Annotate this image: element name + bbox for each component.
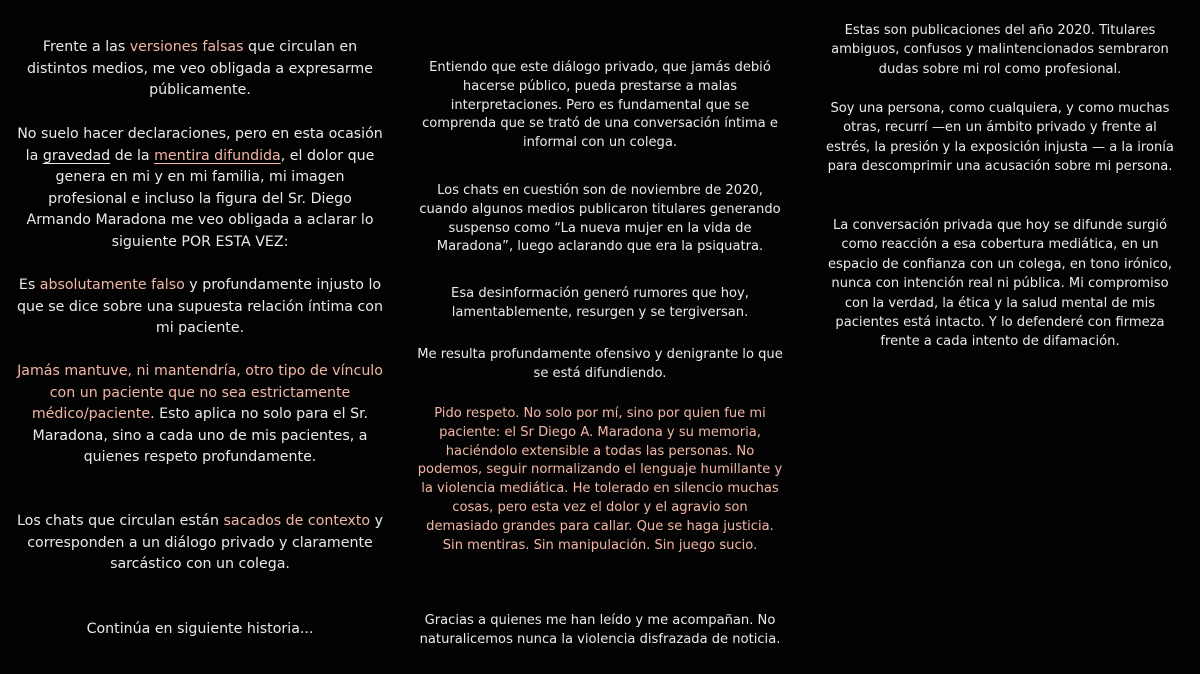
- denial-paragraph: [16, 275, 384, 340]
- intro-paragraph: [16, 37, 384, 102]
- chat-dates-paragraph: [416, 182, 784, 257]
- story-panel-1: [0, 0, 400, 674]
- body-text: Me resulta profundamente ofensivo y denigrante lo que se está difundiendo.: [417, 347, 783, 381]
- body-text: Es: [18, 277, 40, 293]
- highlighted-text: Que se haga justicia. Sin mentiras. Sin manipulación. Sin juego sucio.: [442, 518, 774, 553]
- body-text: y profundamente injusto lo que se dice sobre una supuesta relación íntima con mi paciente.: [17, 277, 383, 336]
- body-text: que circulan en distintos medios, me veo obligada a expresarme públicamente.: [27, 39, 373, 98]
- respect-paragraph: [416, 405, 784, 555]
- body-text: Continúa en siguiente historia...: [86, 621, 314, 637]
- reaction-paragraph: [822, 216, 1178, 352]
- body-text: La conversación privada que hoy se difunde surgió como reacción a esa cobertura mediática, en un espacio de confianza con un colega, en tono irónico, nunca con intención real ni pública. Mi compromiso con la verdad, la ética y la salud mental de mis pacientes está intacto. Y lo defenderé con firmeza frente a cada intento de difamación.: [827, 218, 1173, 350]
- body-text: Los chats que circulan están: [17, 513, 224, 529]
- chats-paragraph: [16, 511, 384, 576]
- highlighted-text: mentira difundida: [154, 147, 281, 164]
- declaration-paragraph: [16, 124, 384, 253]
- story-panel-3: [800, 0, 1200, 674]
- body-text: . Esto aplica no solo para el Sr. Maradona, sino a cada uno de mis pacientes, a quienes respeto profundamente.: [32, 406, 369, 465]
- person-paragraph: [822, 99, 1178, 177]
- never-paragraph: [16, 361, 384, 469]
- body-text: Gracias a quienes me han leído y me acompañan. No naturalicemos nunca la violencia disfrazada de noticia.: [419, 613, 781, 647]
- story-panel-2: [400, 0, 800, 674]
- body-text: Estas son publicaciones del año 2020. Titulares ambiguos, confusos y malintencionados sembraron dudas sobre mi rol como profesional.: [831, 23, 1169, 77]
- highlighted-text: sacados de contexto: [223, 513, 371, 529]
- body-text: , el dolor que genera en mi y en mi familia, mi imagen profesional e incluso la figura del Sr. Diego Armando Maradona me veo obligada a aclarar lo siguiente POR ESTA VEZ:: [26, 147, 375, 250]
- offensive-paragraph: [416, 346, 784, 384]
- publications-paragraph: [822, 21, 1178, 79]
- body-text: gravedad: [42, 147, 111, 164]
- body-text: Soy una persona, como cualquiera, y como muchas otras, recurrí —en un ámbito privado y frente al estrés, la presión y la exposición injusta — a la ironía para descomprimir una acusación sobre mi persona.: [826, 101, 1174, 175]
- body-text: Los chats en cuestión son de noviembre de 2020, cuando algunos medios publicaron titulares generando suspenso como “La nueva mujer en la vida de Maradona”, luego aclarando que era la psiquatra.: [419, 183, 781, 255]
- body-text: Esa desinformación generó rumores que hoy, lamentablemente, resurgen y se tergiversan.: [451, 286, 749, 320]
- thanks-paragraph: [416, 612, 784, 650]
- body-text: de la: [110, 147, 155, 164]
- highlighted-text: absolutamente falso: [39, 277, 185, 293]
- highlighted-text: Pido respeto. No solo por mí, sino por quien fue mi paciente: el Sr Diego A. Maradona y su memoria, haciéndolo extensible a todas las personas. No podemos, seguir normalizando el lenguaje humillante y la violencia mediática. He tolerado en silencio muchas cosas, pero esta vez el dolor y el agravio son demasiado grandes para callar.: [417, 406, 783, 534]
- highlighted-text: versiones falsas: [129, 39, 244, 55]
- body-text: Entiendo que este diálogo privado, que jamás debió hacerse público, pueda prestarse a malas interpretaciones. Pero es fundamental que se comprenda que se trató de una conversación íntima e informal con un colega.: [422, 60, 778, 151]
- private-dialogue-paragraph: [416, 59, 784, 153]
- misinformation-paragraph: [416, 285, 784, 323]
- highlighted-text: Jamás mantuve, ni mantendría, otro tipo de vínculo con un paciente que no sea estrictamente médico/paciente: [17, 363, 383, 422]
- body-text: No suelo hacer declaraciones, pero en esta ocasión la: [17, 126, 383, 164]
- continue-note: [16, 619, 384, 641]
- body-text: Frente a las: [42, 39, 130, 55]
- body-text: y corresponden a un diálogo privado y claramente sarcástico con un colega.: [27, 513, 383, 572]
